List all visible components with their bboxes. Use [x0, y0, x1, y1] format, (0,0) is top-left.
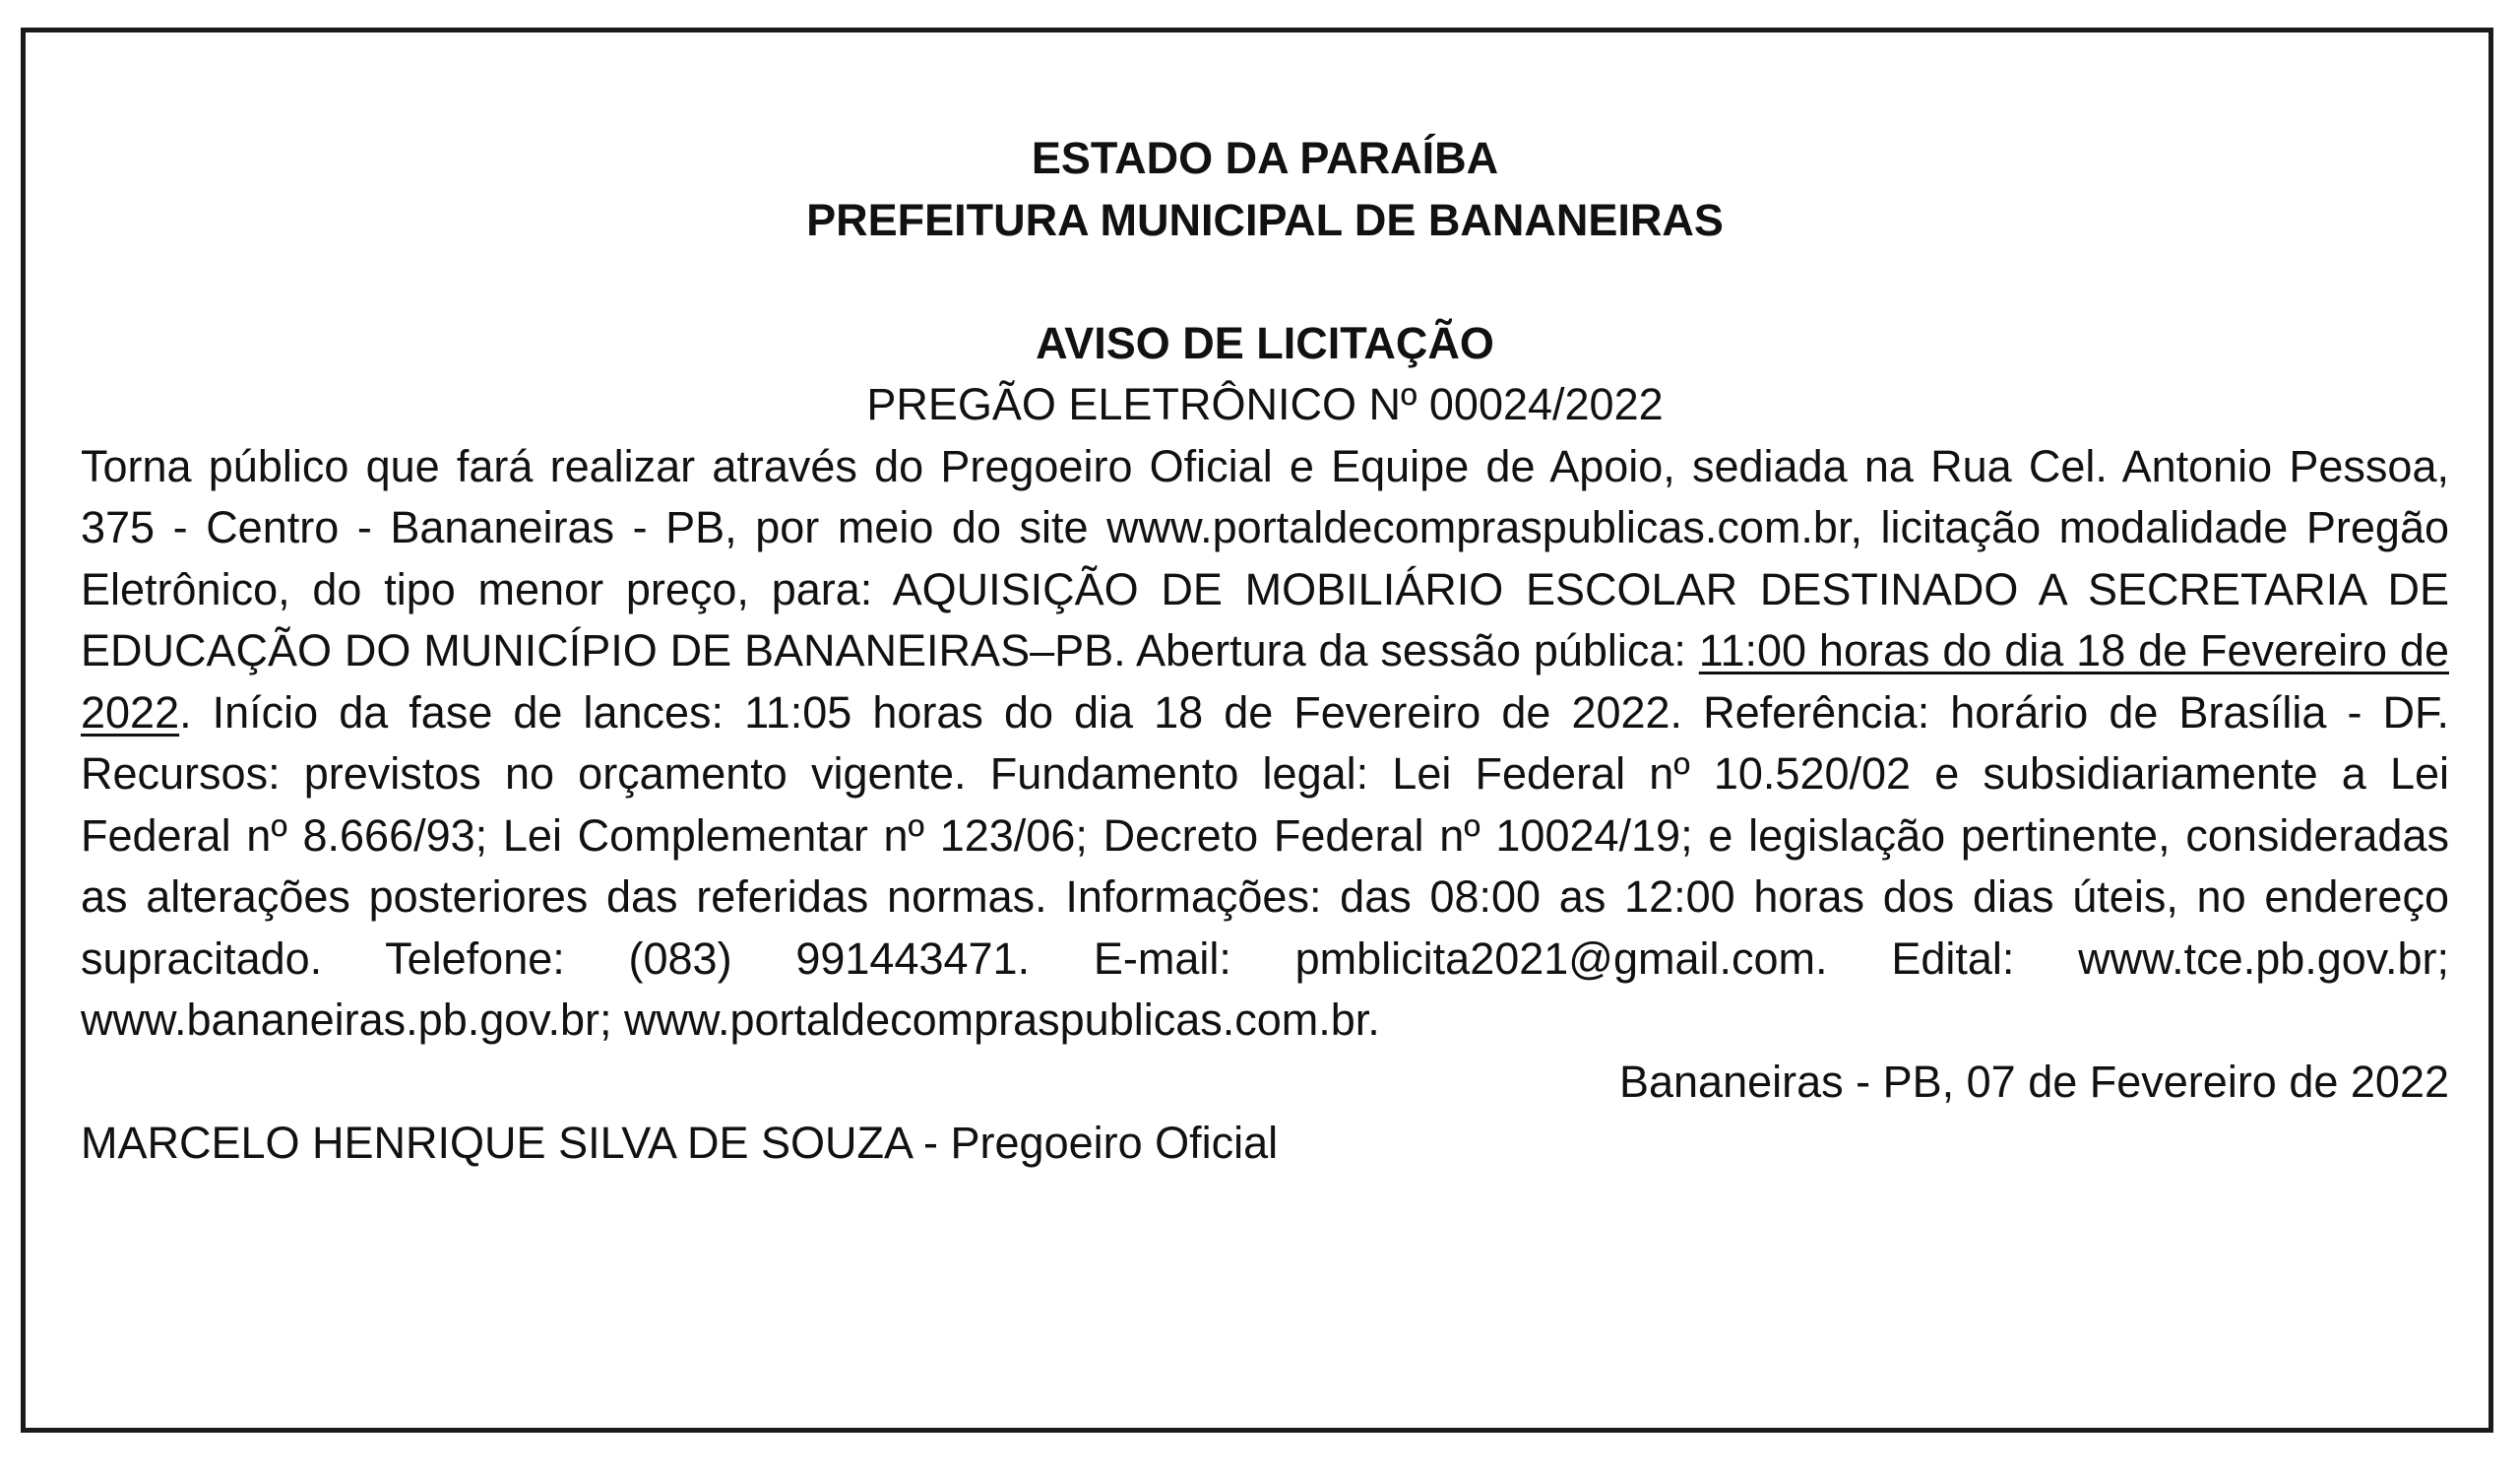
body-text-part1: Torna público que fará realizar através do Pregoeiro Oficial e Equipe de Apoio, sediada na Rua Cel. Antonio Pessoa, 375 - Centro - Bananeiras - PB, por meio do site www.portaldecompraspublicas.com.br, licitação modalidade Pregão Eletrônico, do tipo menor preço, para: AQUISIÇÃO DE MOBILIÁRIO ESCOLAR DESTINADO A SECRETARIA DE EDUCAÇÃO DO MUNICÍPIO DE BANANEIRAS–PB. Abertura da sessão pública:: [81, 440, 2449, 675]
body-text-part2: . Início da fase de lances: 11:05 horas do dia 18 de Fevereiro de 2022. Referência: horário de Brasília - DF. Recursos: previstos no orçamento vigente. Fundamento legal: Lei Federal nº 10.520/02 e subsidiariamente a Lei Federal nº 8.666/93; Lei Complementar nº 123/06; Decreto Federal nº 10024/19; e legislação pertinente, consideradas as alterações posteriores das referidas normas. Informações: das 08:00 as 12:00 horas dos dias úteis, no endereço supracitado. Telefone: (083) 991443471. E-mail: pmblicita2021@gmail.com. Edital: www.tce.pb.gov.br; www.bananeiras.pb.gov.br; www.portaldecompraspublicas.com.br.: [81, 686, 2449, 1045]
signature-line: MARCELO HENRIQUE SILVA DE SOUZA - Pregoeiro Oficial: [81, 1118, 1279, 1168]
notice-body: [81, 436, 2449, 1052]
notice-content: [81, 128, 2449, 1175]
notice-title: AVISO DE LICITAÇÃO: [1036, 317, 1494, 368]
session-opening-datetime: 11:00 horas do dia 18 de Fevereiro de 2022: [81, 625, 2449, 738]
notice-subtitle: PREGÃO ELETRÔNICO Nº 00024/2022: [866, 379, 1664, 429]
heading-spacer: [81, 251, 2449, 313]
prefecture-heading: PREFEITURA MUNICIPAL DE BANANEIRAS: [806, 194, 1724, 245]
date-line: Bananeiras - PB, 07 de Fevereiro de 2022: [1618, 1056, 2449, 1107]
state-heading: ESTADO DA PARAÍBA: [1031, 133, 1499, 183]
